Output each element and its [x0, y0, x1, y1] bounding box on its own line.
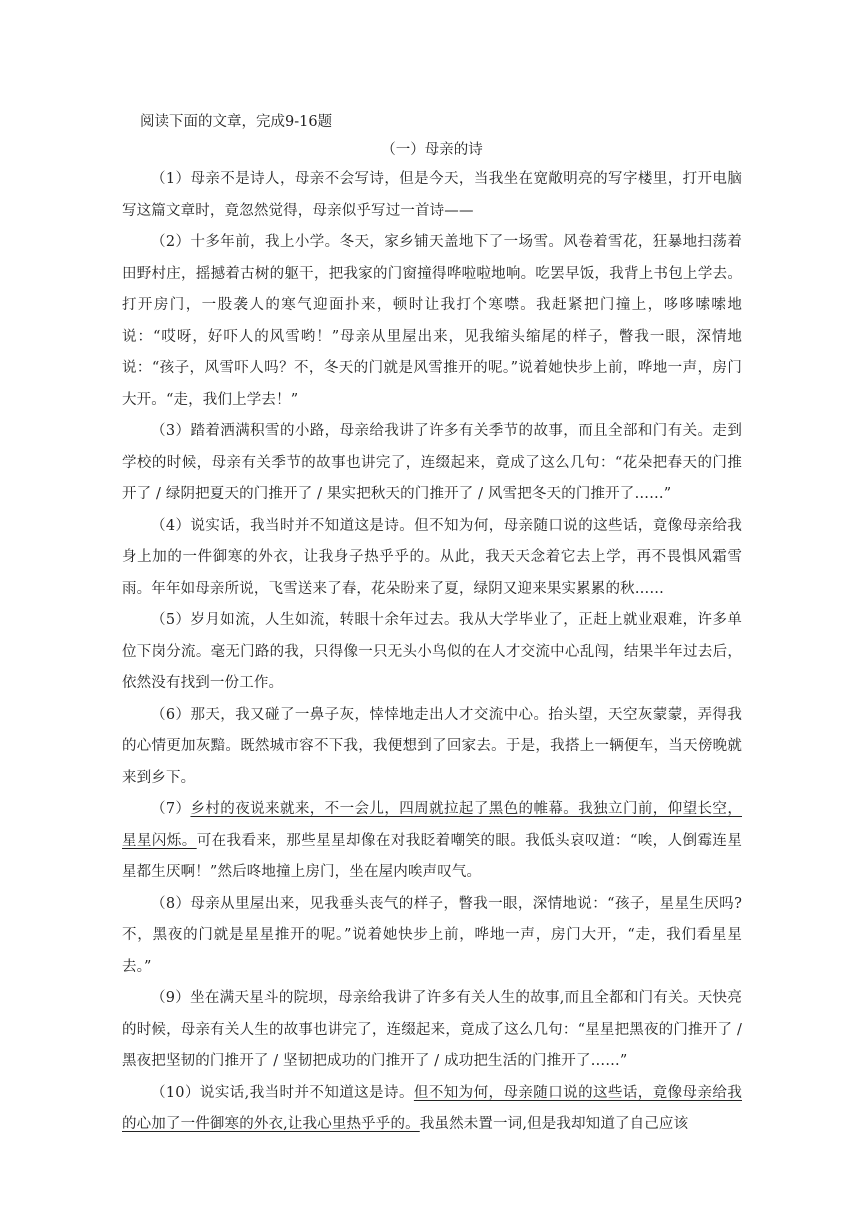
paragraph-number: （6）: [151, 706, 191, 723]
article-title: （一）母亲的诗: [381, 142, 483, 158]
paragraph-7: [122, 794, 742, 889]
paragraph-number: （8）: [151, 895, 191, 912]
paragraph-2: [122, 227, 742, 416]
paragraph-3: [122, 416, 742, 511]
paragraph-number: （4）: [151, 517, 191, 534]
paragraph-6: [122, 700, 742, 795]
paragraph-1: [122, 164, 742, 227]
underlined-sentence: 乡村的夜说来就来，不一会儿，四周就拉起了黑色的帷幕。我独立门前，仰望长空，星星闪烁。: [122, 801, 742, 849]
paragraph-number: （1）: [151, 171, 191, 187]
paragraph-lead: 说实话,我当时并不知道这是诗。: [199, 1084, 414, 1101]
paragraph-text: 坐在满天星斗的院坝，母亲给我讲了许多有关人生的故事,而且全都和门有关。天快亮的时候，母亲有关人生的故事也讲完了，连缀起来，竟成了这么几句：“星星把黑夜的门推开了 / 黑夜把坚韧的门推开了 / 坚韧把成功的门推开了 / 成功把生活的门推开了……”: [122, 990, 742, 1069]
paragraph-5: [122, 605, 742, 700]
paragraph-4: [122, 511, 742, 606]
paragraph-number: （9）: [151, 990, 191, 1006]
paragraph-text: 说实话，我当时并不知道这是诗。但不知为何，母亲随口说的这些话，竟像母亲给我身上加的一件御寒的外衣，让我身子热乎乎的。从此，我天天念着它去上学，再不畏惧风霜雪雨。年年如母亲所说，飞雪送来了春，花朵盼来了夏，绿阴又迎来果实累累的秋……: [122, 517, 742, 597]
paragraph-text: 十多年前，我上小学。冬天，家乡铺天盖地下了一场雪。风卷着雪花，狂暴地扫荡着田野村庄，摇撼着古树的躯干，把我家的门窗撞得哗啦啦地响。吃罢早饭，我背上书包上学去。打开房门，一股袭人的寒气迎面扑来，顿时让我打个寒噤。我赶紧把门撞上，哆哆嗦嗦地说：“哎呀，好吓人的风雪哟！”母亲从里屋出来，见我缩头缩尾的样子，瞥我一眼，深情地说：“孩子，风雪吓人吗？不，冬天的门就是风雪推开的呢。”说着她快步上前，哗地一声，房门大开。“走，我们上学去！”: [122, 234, 742, 408]
paragraph-9: [122, 983, 742, 1078]
paragraph-text: 那天，我又碰了一鼻子灰，悻悻地走出人才交流中心。抬头望，天空灰蒙蒙，弄得我的心情更加灰黯。既然城市容不下我，我便想到了回家去。于是，我搭上一辆便车，当天傍晚就来到乡下。: [122, 706, 742, 786]
paragraph-number: （2）: [151, 234, 191, 250]
paragraph-8: [122, 889, 742, 984]
paragraph-text: 母亲不是诗人，母亲不会写诗，但是今天，当我坐在宽敞明亮的写字楼里，打开电脑写这篇文章时，竟忽然觉得，母亲似乎写过一首诗——: [122, 171, 742, 219]
underlined-sentence: 但不知为何，母亲随口说的这些话，竟像母亲给我的心加了一件御寒的外衣,让我心里热乎乎的。: [122, 1084, 742, 1132]
paragraph-number: （5）: [151, 612, 191, 628]
paragraph-number: （10）: [151, 1084, 200, 1101]
paragraph-number: （7）: [151, 801, 191, 817]
paragraph-10: [122, 1078, 742, 1141]
paragraph-text: 可在我看来，那些星星却像在对我眨着嘲笑的眼。我低头哀叹道：“唉，人倒霉连星星都生厌啊！”然后咚地撞上房门，坐在屋内唉声叹气。: [122, 832, 742, 880]
article: [122, 108, 742, 1141]
paragraph-text: 我虽然未置一词,但是我却知道了自己应该: [419, 1116, 689, 1132]
reading-instruction: 阅读下面的文章，完成9-16题: [140, 114, 333, 130]
paragraph-text: 踏着洒满积雪的小路，母亲给我讲了许多有关季节的故事，而且全部和门有关。走到学校的时候，母亲有关季节的故事也讲完了，连缀起来，竟成了这么几句：“花朵把春天的门推开了 / 绿阴把夏天的门推开了 / 果实把秋天的门推开了 / 风雪把冬天的门推开了……”: [122, 423, 742, 502]
paragraph-text: 母亲从里屋出来，见我垂头丧气的样子，瞥我一眼，深情地说：“孩子，星星生厌吗?不，黑夜的门就是星星推开的呢。”说着她快步上前，哗地一声，房门大开，“走，我们看星星去。”: [122, 895, 742, 975]
paragraph-text: 岁月如流，人生如流，转眼十余年过去。我从大学毕业了，正赶上就业艰难，许多单位下岗分流。毫无门路的我，只得像一只无头小鸟似的在人才交流中心乱闯，结果半年过去后，依然没有找到一份工作。: [122, 612, 742, 691]
paragraph-number: （3）: [151, 423, 191, 439]
